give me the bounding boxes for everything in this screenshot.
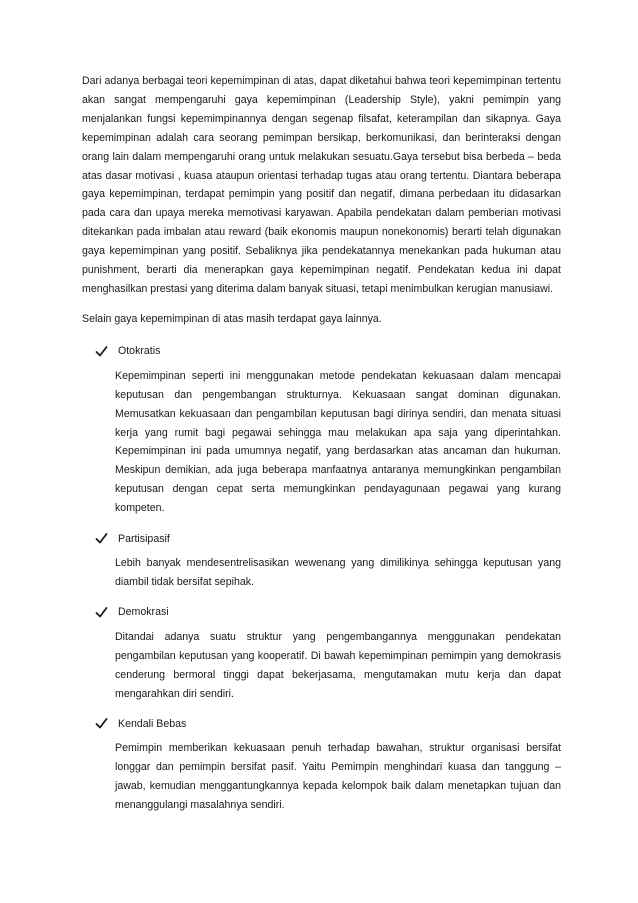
checkmark-icon	[95, 717, 108, 730]
style-item-kendali-bebas	[82, 714, 561, 815]
style-item-partisipasif	[82, 529, 561, 592]
style-title: Otokratis	[118, 345, 161, 358]
intro-paragraph: Dari adanya berbagai teori kepemimpinan di atas, dapat diketahui bahwa teori kepemimpinan tertentu akan sangat mempengaruhi gaya kepemimpinan (Leadership Style), yakni pemimpin yang menjalankan fungsi kepemimpinannya dengan segenap filsafat, keterampilan dan sikapnya. Gaya kepemimpinan adalah cara seorang pemimpan bersikap, berkomunikasi, dan berinteraksi dengan orang lain dalam mempengaruhi orang untuk melakukan sesuatu.Gaya tersebut bisa berbeda – beda atas dasar motivasi , kuasa ataupun orientasi terhadap tugas atau orang tertentu. Diantara beberapa gaya kepemimpinan, terdapat pemimpin yang positif dan negatif, dimana perbedaan itu didasarkan pada cara dan upaya mereka memotivasi karyawan. Apabila pendekatan dalam pemberian motivasi ditekankan pada imbalan atau reward (baik ekonomis maupun nonekonomis) berarti telah digunakan gaya kepemimpinan yang positif. Sebaliknya jika pendekatannya menekankan pada hukuman atau punishment, berarti dia menerapkan gaya kepemimpinan negatif. Pendekatan kedua ini dapat menghasilkan prestasi yang diterima dalam banyak situasi, tetapi menimbulkan kerugian manusiawi.	[82, 75, 561, 295]
style-heading	[95, 342, 561, 361]
checkmark-icon	[95, 606, 108, 619]
style-title: Partisipasif	[118, 532, 170, 545]
style-description: Kepemimpinan seperti ini menggunakan metode pendekatan kekuasaan dalam mencapai keputusan dan pengembangan strukturnya. Kekuasaan sangat dominan digunakan. Memusatkan kekuasaan dan pengambilan keputusan bagi dirinya sendiri, dan menata situasi kerja yang rumit bagi pegawai sehingga mau melakukan apa saja yang diperintahkan. Kepemimpinan ini pada umumnya negatif, yang berdasarkan atas ancaman dan hukuman. Meskipun demikian, ada juga beberapa manfaatnya antaranya memungkinkan pengambilan keputusan dengan cepat serta memungkinkan pendayagunaan pegawai yang kurang kompeten.	[115, 369, 561, 515]
style-title: Kendali Bebas	[118, 717, 187, 730]
checkmark-icon	[95, 532, 108, 545]
style-item-otokratis	[82, 342, 561, 518]
lead-sentence: Selain gaya kepemimpinan di atas masih terdapat gaya lainnya.	[82, 312, 382, 325]
style-heading	[95, 603, 561, 622]
style-description: Pemimpin memberikan kekuasaan penuh terhadap bawahan, struktur organisasi bersifat longgar dan pemimpin bersifat pasif. Yaitu Pemimpin menghindari kuasa dan tanggung – jawab, kemudian menggantungkannya kepada kelompok baik dalam menetapkan tujuan dan menanggulangi masalahnya sendiri.	[115, 742, 561, 812]
style-description: Lebih banyak mendesentrelisasikan wewenang yang dimilikinya sehingga keputusan yang diambil tidak bersifat sepihak.	[115, 557, 561, 588]
style-description: Ditandai adanya suatu struktur yang pengembangannya menggunakan pendekatan pengambilan keputusan yang kooperatif. Di bawah kepemimpinan pemimpin yang demokrasis cenderung bermoral tinggi dapat bekerjasama, mengutamakan mutu kerja dan dapat mengarahkan diri sendiri.	[115, 630, 561, 700]
style-heading	[95, 529, 561, 548]
checkmark-icon	[95, 345, 108, 358]
style-heading	[95, 714, 561, 733]
style-item-demokrasi	[82, 603, 561, 704]
style-title: Demokrasi	[118, 606, 169, 619]
